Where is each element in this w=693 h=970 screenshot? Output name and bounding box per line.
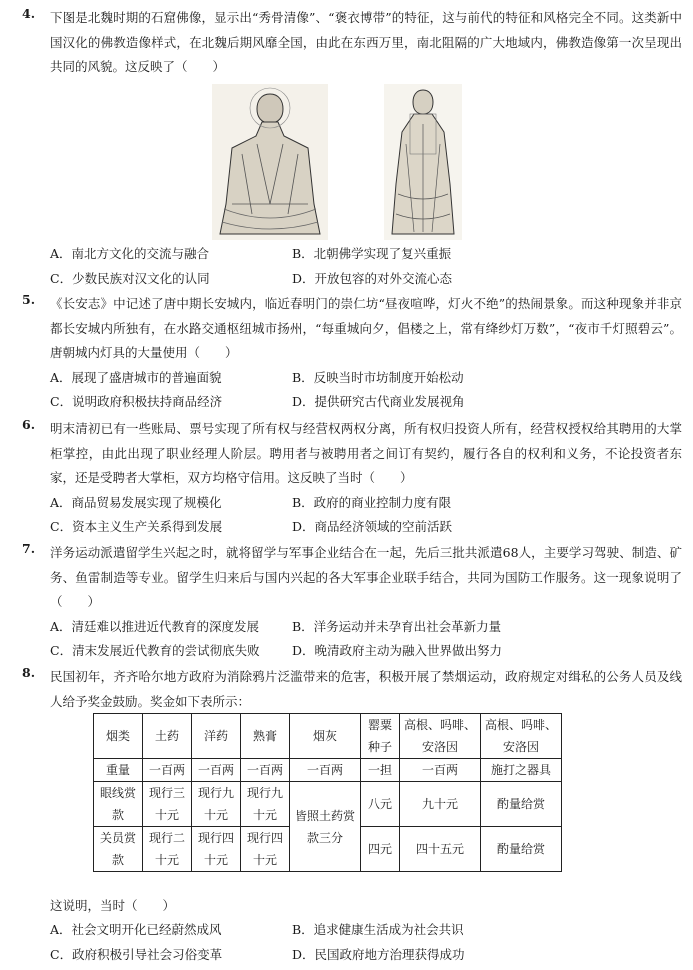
question-number: 7. bbox=[22, 541, 36, 556]
question-4 bbox=[22, 6, 682, 80]
option-b[interactable]: B．洋务运动并未孕育出社会革新力量 bbox=[292, 618, 502, 634]
option-c[interactable]: C．资本主义生产关系得到发展 bbox=[50, 519, 223, 534]
table-cell: 关员赏款 bbox=[94, 827, 143, 872]
table-cell: 现行九十元 bbox=[192, 782, 241, 827]
table-cell: 熟膏 bbox=[241, 714, 290, 759]
table-cell: 现行四十元 bbox=[241, 827, 290, 872]
options-list bbox=[50, 366, 682, 415]
option-d[interactable]: D．商品经济领域的空前活跃 bbox=[292, 519, 453, 534]
table-cell: 高根、吗啡、安洛因 bbox=[481, 714, 562, 759]
table-cell: 一百两 bbox=[143, 759, 192, 782]
table-cell: 四十五元 bbox=[400, 827, 481, 872]
option-c[interactable]: C．政府积极引导社会习俗变革 bbox=[50, 946, 223, 962]
question-number: 4. bbox=[22, 6, 36, 21]
question-8-followup: 这说明，当时（ ） bbox=[50, 898, 176, 913]
options-list bbox=[50, 918, 682, 967]
options-list bbox=[50, 491, 682, 540]
standing-buddha-image bbox=[384, 84, 462, 240]
option-b[interactable]: B．政府的商业控制力度有限 bbox=[292, 494, 452, 510]
question-5 bbox=[22, 292, 682, 415]
question-number: 5. bbox=[22, 292, 36, 307]
table-cell: 一担 bbox=[361, 759, 400, 782]
question-number: 6. bbox=[22, 417, 36, 432]
table-cell: 一百两 bbox=[290, 759, 361, 782]
seated-buddha-image bbox=[212, 84, 328, 240]
table-cell: 皆照土药赏款三分 bbox=[290, 782, 361, 872]
table-row-informant bbox=[94, 782, 562, 827]
question-4-options bbox=[22, 242, 682, 291]
table-cell: 四元 bbox=[361, 827, 400, 872]
table-cell: 烟灰 bbox=[290, 714, 361, 759]
option-a[interactable]: A．南北方文化的交流与融合 bbox=[50, 246, 210, 261]
table-cell: 土药 bbox=[143, 714, 192, 759]
option-d[interactable]: D．开放包容的对外交流心态 bbox=[292, 270, 453, 286]
question-8 bbox=[22, 665, 682, 714]
table-cell: 现行四十元 bbox=[192, 827, 241, 872]
question-6 bbox=[22, 417, 682, 540]
table-cell: 烟类 bbox=[94, 714, 143, 759]
option-c[interactable]: C．清末发展近代教育的尝试彻底失败 bbox=[50, 643, 260, 658]
option-b[interactable]: B．北朝佛学实现了复兴重振 bbox=[292, 246, 452, 261]
buddha-statue-figures bbox=[208, 84, 478, 242]
option-a[interactable]: A．社会文明开化已经蔚然成风 bbox=[50, 922, 222, 937]
table-cell: 八元 bbox=[361, 782, 400, 827]
table-cell: 酌量给赏 bbox=[481, 782, 562, 827]
reward-table bbox=[93, 713, 562, 872]
question-stem: 下图是北魏时期的石窟佛像，显示出“秀骨清像”、“褒衣博带”的特征，这与前代的特征和风格完全不同。这类新中国汉化的佛教造像样式，在北魏后期风靡全国，由此在东西万里，南北阻隔的广大地域内，佛教造像第一次呈现出共同的风貌。这反映了（ ） bbox=[50, 10, 682, 74]
option-c[interactable]: C．说明政府积极扶持商品经济 bbox=[50, 394, 223, 409]
table-cell: 高根、吗啡、安洛因 bbox=[400, 714, 481, 759]
question-number: 8. bbox=[22, 665, 36, 680]
question-stem: 《长安志》中记述了唐中期长安城内，临近春明门的崇仁坊“昼夜喧哗，灯火不绝”的热闹景象。而这种现象并非京都长安城内所独有，在水路交通枢纽城市扬州，“每重城向夕，倡楼之上，常有绛纱灯万数”，“夜市千灯照碧云”。唐朝城内灯具的大量使用（ ） bbox=[50, 296, 682, 360]
table-cell: 洋药 bbox=[192, 714, 241, 759]
options-list bbox=[50, 615, 682, 664]
question-stem: 明末清初已有一些账局、票号实现了所有权与经营权两权分离，所有权归投资人所有，经营权授权给其聘用的大掌柜掌控，由此出现了职业经理人阶层。聘用者与被聘用者之间订有契约，履行各自的权利和义务，不论投资者东家，还是受聘者大掌柜，双方均格守信用。这反映了当时（ ） bbox=[50, 421, 682, 485]
table-header-row bbox=[94, 714, 562, 759]
option-c[interactable]: C．少数民族对汉文化的认同 bbox=[50, 270, 210, 286]
table-cell: 施打之器具 bbox=[481, 759, 562, 782]
option-a[interactable]: A．清廷难以推进近代教育的深度发展 bbox=[50, 618, 260, 634]
table-cell: 现行二十元 bbox=[143, 827, 192, 872]
table-cell: 一百两 bbox=[241, 759, 290, 782]
table-cell: 现行九十元 bbox=[241, 782, 290, 827]
option-d[interactable]: D．提供研究古代商业发展视角 bbox=[292, 394, 465, 409]
question-stem: 民国初年，齐齐哈尔地方政府为消除鸦片泛滥带来的危害，积极开展了禁烟运动，政府规定对缉私的公务人员及线人给予奖金鼓励。奖金如下表所示： bbox=[50, 669, 682, 709]
option-a[interactable]: A．商品贸易发展实现了规模化 bbox=[50, 494, 222, 510]
options-list bbox=[50, 242, 682, 291]
question-8-options bbox=[22, 918, 682, 967]
question-stem: 洋务运动派遣留学生兴起之时，就将留学与军事企业结合在一起，先后三批共派遣68人，主要学习驾驶、制造、矿务、鱼雷制造等专业。留学生归来后与国内兴起的各大军事企业联手结合，共同为国防工作服务。这一现象说明了（ ） bbox=[50, 545, 682, 609]
option-b[interactable]: B．追求健康生活成为社会共识 bbox=[292, 922, 464, 937]
option-a[interactable]: A．展现了盛唐城市的普遍面貌 bbox=[50, 369, 222, 385]
table-cell: 现行三十元 bbox=[143, 782, 192, 827]
option-b[interactable]: B．反映当时市坊制度开始松动 bbox=[292, 369, 464, 385]
table-cell: 酌量给赏 bbox=[481, 827, 562, 872]
question-7 bbox=[22, 541, 682, 664]
table-cell: 重量 bbox=[94, 759, 143, 782]
table-cell: 一百两 bbox=[400, 759, 481, 782]
table-cell: 眼线赏款 bbox=[94, 782, 143, 827]
table-cell: 罂粟种子 bbox=[361, 714, 400, 759]
option-d[interactable]: D．晚清政府主动为融入世界做出努力 bbox=[292, 643, 503, 658]
table-cell: 一百两 bbox=[192, 759, 241, 782]
table-cell: 九十元 bbox=[400, 782, 481, 827]
table-row-weight bbox=[94, 759, 562, 782]
option-d[interactable]: D．民国政府地方治理获得成功 bbox=[292, 946, 465, 962]
